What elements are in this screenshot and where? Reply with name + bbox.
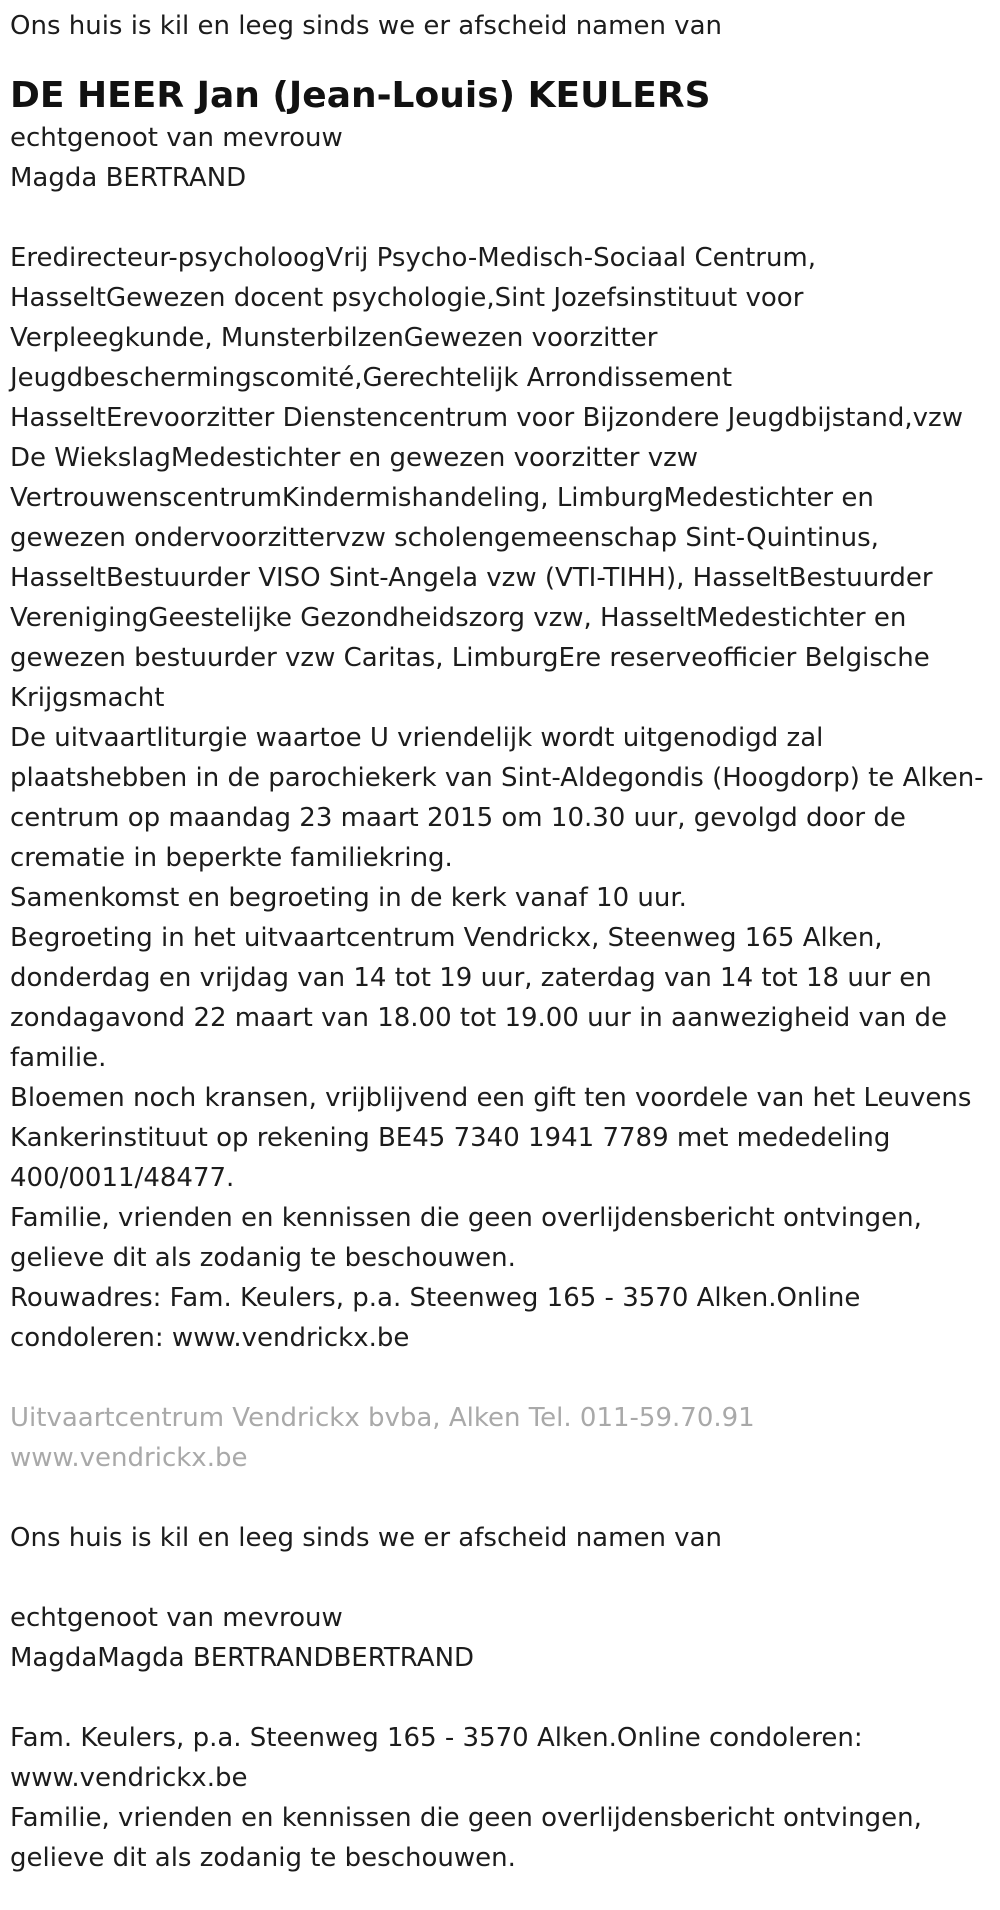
liturgy-paragraph: De uitvaartliturgie waartoe U vriendelijk wordt uitgenodigd zal plaatshebben in de parochiekerk van Sint-Aldegondis (Hoogdorp) te Alken-centrum op maandag 23 maart 2015 om 10.30 uur, gevolgd door de crematie in beperkte familiekring.	[10, 723, 984, 873]
spacer	[10, 1358, 990, 1398]
summary-address: Fam. Keulers, p.a. Steenweg 165 - 3570 Alken.Online condoleren: www.vendrickx.be	[10, 1723, 863, 1793]
flowers-paragraph: Bloemen noch kransen, vrijblijvend een gift ten voordele van het Leuvens Kankerinstituut op rekening BE45 7340 1941 7789 met mededeling 400/0011/48477.	[10, 1083, 972, 1193]
family-note-paragraph: Familie, vrienden en kennissen die geen overlijdensbericht ontvingen, gelieve dit als zodanig te beschouwen.	[10, 1203, 922, 1273]
summary-intro: Ons huis is kil en leeg sinds we er afscheid namen van	[10, 1523, 722, 1553]
funeral-home-website: www.vendrickx.be	[10, 1443, 248, 1473]
spacer	[10, 1678, 990, 1718]
intro-text: Ons huis is kil en leeg sinds we er afscheid namen van	[10, 11, 722, 41]
spacer	[10, 198, 990, 238]
summary-family-note: Familie, vrienden en kennissen die geen overlijdensbericht ontvingen, gelieve dit als zodanig te beschouwen.	[10, 1803, 922, 1873]
spouse-label: echtgenoot van mevrouw	[10, 123, 343, 153]
funeral-home-name: Uitvaartcentrum Vendrickx bvba, Alken Tel. 011-59.70.91	[10, 1403, 755, 1433]
gathering-paragraph: Samenkomst en begroeting in de kerk vanaf 10 uur.	[10, 883, 687, 913]
summary-spouse-label: echtgenoot van mevrouw	[10, 1603, 343, 1633]
spacer	[10, 1558, 990, 1598]
spouse-name: Magda BERTRAND	[10, 163, 247, 193]
titles-paragraph: Eredirecteur-psycholoogVrij Psycho-Medisch-Sociaal Centrum, HasseltGewezen docent psychologie,Sint Jozefsinstituut voor Verpleegkunde, MunsterbilzenGewezen voorzitter Jeugdbeschermingscomité,Gerechtelijk Arrondissement HasseltErevoorzitter Dienstencentrum voor Bijzondere Jeugdbijstand,vzw De WiekslagMedestichter en gewezen voorzitter vzw VertrouwenscentrumKindermishandeling, LimburgMedestichter en gewezen ondervoorzittervzw scholengemeenschap Sint-Quintinus, HasseltBestuurder VISO Sint-Angela vzw (VTI-TIHH), HasseltBestuurder VerenigingGeestelijke Gezondheidszorg vzw, HasseltMedestichter en gewezen bestuurder vzw Caritas, LimburgEre reserveofficier Belgische Krijgsmacht	[10, 243, 963, 713]
summary-spouse-name: MagdaMagda BERTRANDBERTRAND	[10, 1643, 475, 1673]
mourning-address-paragraph: Rouwadres: Fam. Keulers, p.a. Steenweg 165 - 3570 Alken.Online condoleren: www.vendrickx.be	[10, 1283, 861, 1353]
visitation-paragraph: Begroeting in het uitvaartcentrum Vendrickx, Steenweg 165 Alken, donderdag en vrijdag van 14 tot 19 uur, zaterdag van 14 tot 18 uur en zondagavond 22 maart van 18.00 tot 19.00 uur in aanwezigheid van de familie.	[10, 923, 948, 1073]
deceased-name: DE HEER Jan (Jean-Louis) KEULERS	[10, 75, 711, 116]
spacer	[10, 1478, 990, 1518]
